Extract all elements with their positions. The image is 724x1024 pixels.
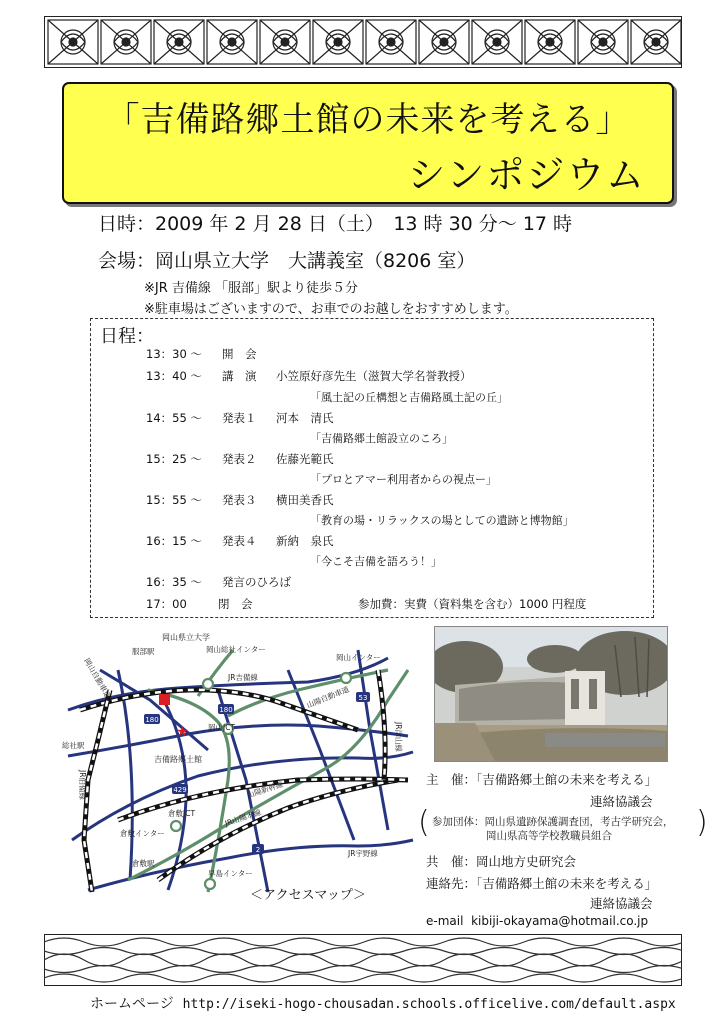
- speaker-name: 河本 清氏: [276, 411, 334, 425]
- map-label-kurashiki-jct: 倉敷JCT: [168, 809, 196, 818]
- map-label-kurashiki-ic: 倉敷インター: [120, 829, 165, 838]
- route-shield-53: 53: [358, 694, 368, 702]
- parking-note: ※駐車場はございますので、お車でのお越しをおすすめします。: [144, 302, 518, 317]
- email-address[interactable]: kibiji-okayama@hotmail.co.jp: [471, 914, 649, 928]
- homepage-link[interactable]: http://iseki-hogo-chousadan.schools.officelive.com/default.aspx: [182, 997, 676, 1012]
- participants-line-2: 岡山県高等学校教職員組合: [486, 830, 612, 842]
- map-label-museum: 吉備路郷土館: [154, 755, 202, 764]
- title-line-2: シンポジウム: [407, 153, 646, 197]
- schedule-heading: 日程：: [100, 326, 154, 347]
- interchange-marker: [205, 879, 215, 889]
- map-label-hakubi: JR伯備線: [78, 770, 87, 800]
- bottom-decorative-band: [44, 934, 682, 986]
- top-decorative-band: [44, 16, 682, 68]
- university-station-marker: [159, 694, 170, 705]
- access-note: ※JR 吉備線 「服部」駅より徒歩５分: [144, 281, 359, 296]
- map-label-okayama-jct: 岡山JCT: [208, 723, 236, 732]
- interchange-marker: [203, 679, 213, 689]
- schedule-time: 13：30 ～: [146, 347, 202, 361]
- talk-title: 「教育の場・リラックスの場としての遺跡と博物館」: [310, 514, 574, 527]
- contact-line: [426, 874, 657, 892]
- museum-star-icon: ★: [176, 724, 189, 740]
- museum-photo: [434, 626, 668, 762]
- participants-line-1: 参加団体：岡山県遺跡保護調査団，考古学研究会，: [432, 816, 674, 828]
- speaker-name: 佐藤光範氏: [276, 452, 334, 466]
- route-shield-429: 429: [173, 786, 187, 794]
- route-shield-2: 2: [255, 846, 261, 854]
- host-name: 「吉備路郷土館の未来を考える」: [476, 772, 658, 787]
- map-label-hayashima-ic: 早島インター: [208, 869, 253, 878]
- speaker-name: 新納 泉氏: [276, 534, 334, 548]
- schedule-box: [90, 318, 654, 618]
- homepage-line: [90, 993, 676, 1013]
- contact-label: 連絡先：: [426, 876, 477, 891]
- schedule-desc: 発表３: [222, 493, 257, 507]
- schedule-time: 14：55 ～: [146, 411, 202, 425]
- paren-left: (: [418, 805, 430, 840]
- map-label-sanyo-expy: 山陽自動車道: [305, 684, 351, 710]
- interchange-marker: [171, 821, 181, 831]
- event-datetime: 日時：2009 年 2 月 28 日（土） 13 時 30 分～ 17 時: [98, 213, 573, 235]
- email-label: e-mail: [426, 914, 464, 928]
- map-label-okayama-expy: 岡山自動車道: [82, 656, 113, 700]
- schedule-desc: 閉 会: [218, 597, 253, 611]
- contact-name-2: 連絡協議会: [590, 896, 653, 911]
- map-label-jr-kibi: JR吉備線: [228, 673, 258, 682]
- map-label-shinkansen: 山陽新幹線: [245, 779, 285, 800]
- route-shield-180: 180: [145, 716, 159, 724]
- map-caption: ＜アクセスマップ＞: [250, 888, 366, 903]
- participation-fee: 参加費：実費（資料集を含む）1000 円程度: [358, 597, 587, 611]
- speaker-name: 小笠原好彦先生（滋賀大学名誉教授）: [276, 369, 472, 383]
- schedule-time: 16：35 ～: [146, 575, 202, 589]
- email-line: [426, 914, 648, 928]
- cohost-line: 共 催：岡山地方史研究会: [426, 854, 577, 869]
- map-label-soja-station: 総社駅: [62, 741, 85, 750]
- schedule-time: 16：15 ～: [146, 534, 202, 548]
- schedule-time: 15：55 ～: [146, 493, 202, 507]
- schedule-desc: 発表１: [222, 411, 257, 425]
- schedule-time: 15：25 ～: [146, 452, 202, 466]
- schedule-desc: 開 会: [222, 347, 257, 361]
- schedule-desc: 発表２: [222, 452, 257, 466]
- homepage-label: ホームページ: [90, 996, 174, 1012]
- access-map: [58, 630, 416, 902]
- contact-name: 「吉備路郷土館の未来を考える」: [476, 876, 658, 891]
- event-venue: 会場：岡山県立大学 大講義室（8206 室）: [98, 250, 476, 272]
- host-label: 主 催：: [426, 772, 477, 787]
- schedule-time: 17：00: [146, 597, 187, 611]
- interchange-marker: [341, 673, 351, 683]
- talk-title: 「風土記の丘構想と吉備路風土記の丘」: [310, 391, 508, 404]
- map-label-jr-tsuyama: JR津山線: [394, 722, 403, 752]
- paren-right: ): [696, 805, 708, 840]
- map-label-okayama-ic: 岡山インター: [336, 653, 381, 662]
- schedule-time: 13：40 ～: [146, 369, 202, 383]
- map-label-jr-sanyo: JR山陽本線: [223, 807, 263, 828]
- host-line: [426, 770, 657, 788]
- map-label-university: 岡山県立大学: [162, 633, 210, 642]
- map-label-soja-ic: 岡山総社インター: [206, 645, 266, 654]
- title-banner: [62, 82, 674, 204]
- map-label-kurashiki-station: 倉敷駅: [132, 859, 155, 868]
- talk-title: 「プロとアマー利用者からの視点ー」: [310, 473, 497, 486]
- title-line-1: 「吉備路郷土館の未来を考える」: [105, 100, 631, 140]
- talk-title: 「今こそ吉備を語ろう！」: [310, 555, 442, 568]
- host-name-2: 連絡協議会: [590, 794, 653, 809]
- route-shield-180b: 180: [219, 706, 233, 714]
- schedule-desc: 発言のひろば: [222, 575, 291, 589]
- schedule-desc: 講 演: [222, 369, 257, 383]
- map-label-jr-uno: JR宇野線: [348, 849, 378, 858]
- schedule-desc: 発表４: [222, 534, 257, 548]
- speaker-name: 横田美香氏: [276, 493, 334, 507]
- map-label-hattori: 服部駅: [132, 647, 155, 656]
- talk-title: 「吉備路郷土館設立のころ」: [310, 432, 453, 445]
- route-road: [100, 670, 208, 750]
